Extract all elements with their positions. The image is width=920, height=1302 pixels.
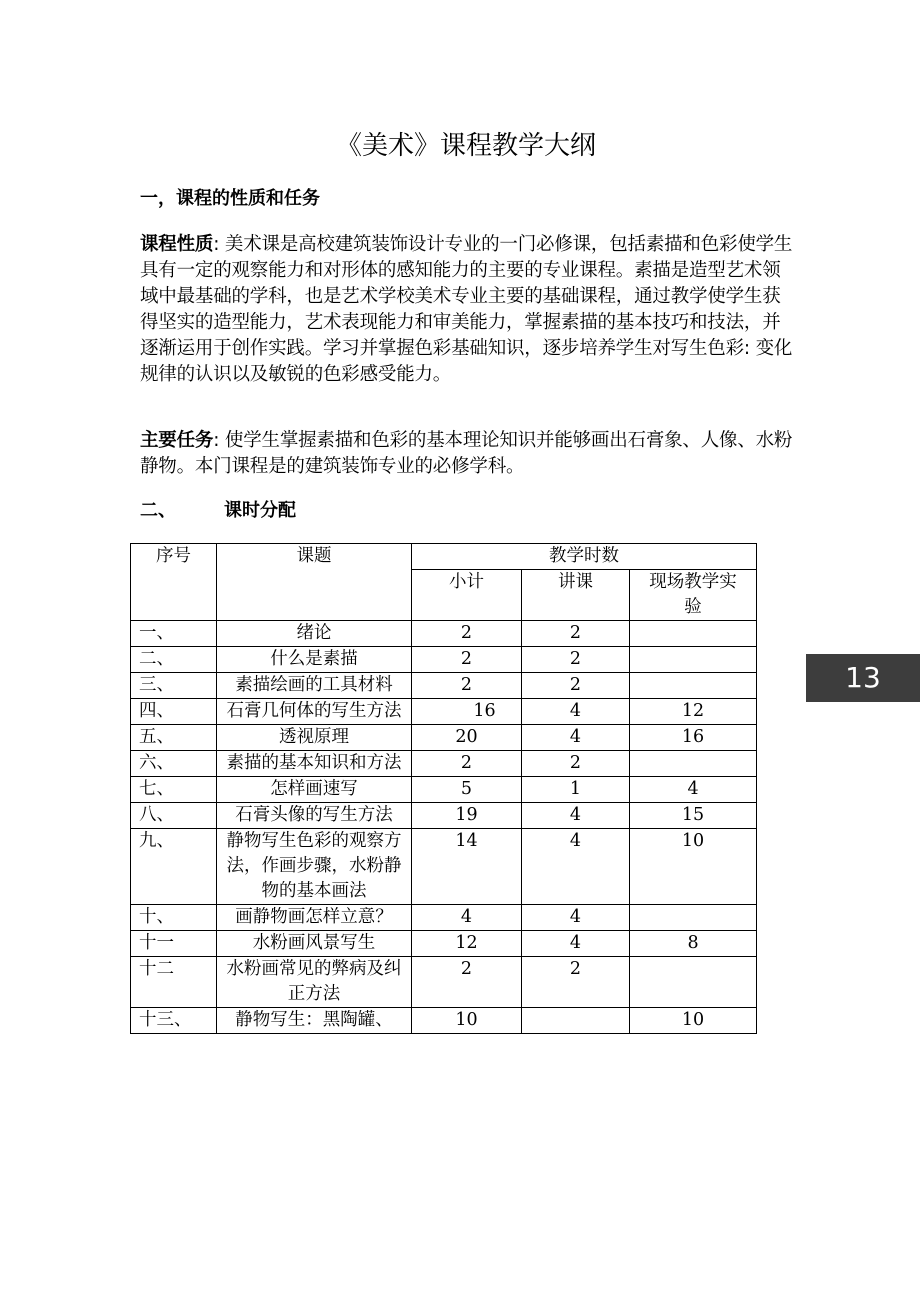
row-subtotal: 14 (412, 829, 522, 905)
row-seq: 四、 (131, 699, 217, 725)
row-topic: 透视原理 (217, 725, 412, 751)
row-practice: 10 (630, 1008, 757, 1034)
row-seq: 七、 (131, 777, 217, 803)
course-nature-paragraph (140, 232, 795, 388)
header-seq: 序号 (131, 544, 217, 621)
class-hours-table (130, 543, 757, 1034)
row-seq: 一、 (131, 621, 217, 647)
row-seq: 十、 (131, 905, 217, 931)
section-2-number: 二、 (140, 500, 176, 521)
row-lecture: 2 (522, 621, 630, 647)
row-lecture: 4 (522, 905, 630, 931)
row-practice (630, 647, 757, 673)
header-hours: 教学时数 (412, 544, 757, 570)
row-practice: 8 (630, 931, 757, 957)
row-subtotal: 16 (412, 699, 522, 725)
row-subtotal: 2 (412, 673, 522, 699)
row-topic: 静物写生色彩的观察方法，作画步骤，水粉静物的基本画法 (217, 829, 412, 905)
row-seq: 二、 (131, 647, 217, 673)
row-lecture: 4 (522, 931, 630, 957)
row-seq: 十三、 (131, 1008, 217, 1034)
row-lecture: 2 (522, 751, 630, 777)
row-topic: 石膏几何体的写生方法 (217, 699, 412, 725)
row-practice: 15 (630, 803, 757, 829)
row-lecture: 4 (522, 699, 630, 725)
row-subtotal: 19 (412, 803, 522, 829)
header-practice: 现场教学实验 (630, 570, 757, 621)
row-lecture: 1 (522, 777, 630, 803)
row-seq: 九、 (131, 829, 217, 905)
row-topic: 水粉画风景写生 (217, 931, 412, 957)
row-practice (630, 905, 757, 931)
main-task-text: : 使学生掌握素描和色彩的基本理论知识并能够画出石膏象、人像、水粉静物。本门课程是的建筑装饰专业的必修学科。 (140, 430, 793, 477)
table-row (131, 699, 757, 725)
main-task-paragraph (140, 428, 795, 480)
row-lecture (522, 1008, 630, 1034)
table-row (131, 777, 757, 803)
row-lecture: 4 (522, 803, 630, 829)
row-lecture: 2 (522, 957, 630, 1008)
section-2-heading (140, 498, 296, 524)
row-seq: 十二 (131, 957, 217, 1008)
row-lecture: 2 (522, 673, 630, 699)
document-title: 《美术》课程教学大纲 (335, 131, 596, 161)
row-subtotal: 2 (412, 621, 522, 647)
row-topic: 什么是素描 (217, 647, 412, 673)
row-topic: 素描的基本知识和方法 (217, 751, 412, 777)
course-nature-text: : 美术课是高校建筑装饰设计专业的一门必修课，包括素描和色彩使学生具有一定的观察能力和对形体的感知能力的主要的专业课程。素描是造型艺术领域中最基础的学科，也是艺术学校美术专业主要的基础课程，通过教学使学生获得坚实的造型能力，艺术表现能力和审美能力，掌握素描的基本技巧和技法，并逐渐运用于创作实践。学习并掌握色彩基础知识，逐步培养学生对写生色彩: 变化规律的认识以及敏锐的色彩感受能力。 (140, 234, 793, 385)
row-subtotal: 4 (412, 905, 522, 931)
section-2-title: 课时分配 (224, 500, 296, 521)
row-subtotal: 2 (412, 751, 522, 777)
table-row (131, 621, 757, 647)
row-topic: 画静物画怎样立意？ (217, 905, 412, 931)
row-subtotal: 5 (412, 777, 522, 803)
row-seq: 五、 (131, 725, 217, 751)
row-practice (630, 621, 757, 647)
table-row (131, 1008, 757, 1034)
row-topic: 石膏头像的写生方法 (217, 803, 412, 829)
section-1-heading: 一，课程的性质和任务 (140, 188, 320, 209)
row-practice: 4 (630, 777, 757, 803)
row-practice: 16 (630, 725, 757, 751)
row-seq: 三、 (131, 673, 217, 699)
table-row (131, 803, 757, 829)
row-topic: 绪论 (217, 621, 412, 647)
row-practice: 10 (630, 829, 757, 905)
row-subtotal: 20 (412, 725, 522, 751)
table-row (131, 647, 757, 673)
row-topic: 静物写生：黑陶罐、 (217, 1008, 412, 1034)
table-header-row (131, 544, 757, 570)
table-row (131, 829, 757, 905)
page-number-tag: 13 (806, 654, 920, 702)
row-practice (630, 957, 757, 1008)
header-topic: 课题 (217, 544, 412, 621)
row-topic: 怎样画速写 (217, 777, 412, 803)
row-lecture: 4 (522, 725, 630, 751)
row-seq: 六、 (131, 751, 217, 777)
row-practice: 12 (630, 699, 757, 725)
row-topic: 水粉画常见的弊病及纠正方法 (217, 957, 412, 1008)
row-subtotal: 10 (412, 1008, 522, 1034)
row-lecture: 2 (522, 647, 630, 673)
table-row (131, 905, 757, 931)
header-lecture: 讲课 (522, 570, 630, 621)
row-lecture: 4 (522, 829, 630, 905)
row-subtotal: 2 (412, 647, 522, 673)
row-subtotal: 2 (412, 957, 522, 1008)
row-practice (630, 751, 757, 777)
row-practice (630, 673, 757, 699)
table-row (131, 673, 757, 699)
main-task-label: 主要任务 (140, 430, 214, 451)
table-row (131, 957, 757, 1008)
row-seq: 十一 (131, 931, 217, 957)
row-subtotal: 12 (412, 931, 522, 957)
table-row (131, 725, 757, 751)
row-topic: 素描绘画的工具材料 (217, 673, 412, 699)
course-nature-label: 课程性质 (140, 234, 214, 255)
table-row (131, 751, 757, 777)
row-seq: 八、 (131, 803, 217, 829)
table-row (131, 931, 757, 957)
header-subtotal: 小计 (412, 570, 522, 621)
